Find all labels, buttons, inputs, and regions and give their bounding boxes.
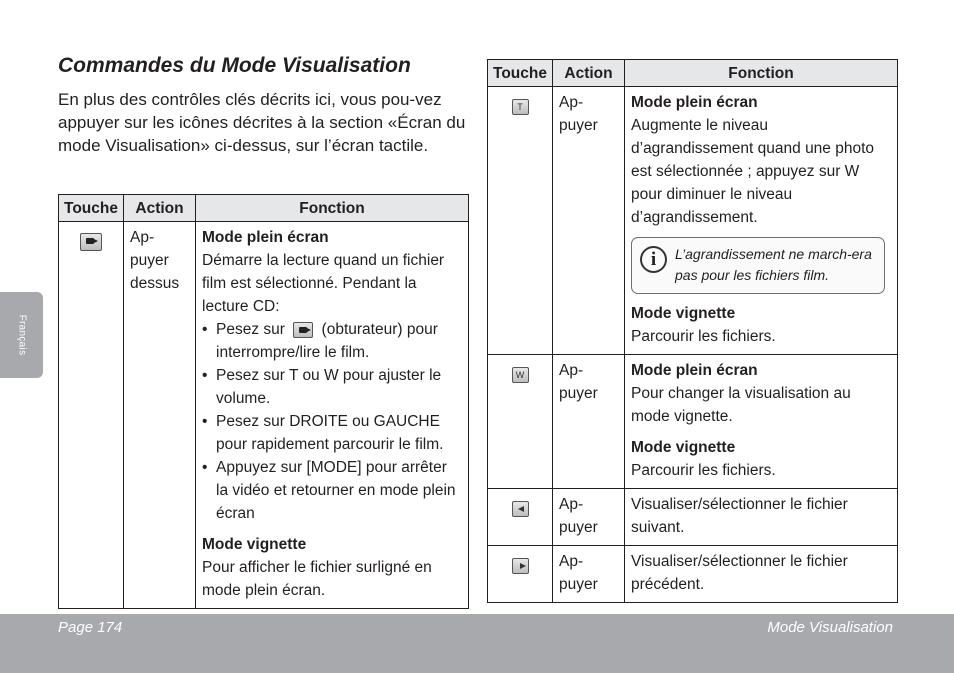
mode-title: Mode plein écran <box>631 362 758 379</box>
page-number: Page 174 <box>58 619 123 636</box>
table-row <box>59 222 469 609</box>
key-letter: T <box>517 101 523 112</box>
key-cell <box>59 222 124 609</box>
function-cell <box>625 87 898 355</box>
key-cell <box>488 489 553 546</box>
function-cell <box>196 222 469 609</box>
list-item <box>202 318 462 364</box>
video-camera-icon <box>293 322 313 338</box>
note-text: L’agrandissement ne march-era pas pour les fichiers film. <box>675 246 872 283</box>
key-cell <box>488 355 553 489</box>
function-cell <box>625 355 898 489</box>
mode-title: Mode plein écran <box>631 94 758 111</box>
page-footer <box>0 614 954 673</box>
function-cell: Visualiser/sélectionner le fichier suivant. <box>625 489 898 546</box>
bullet-text: Pesez sur <box>216 321 285 338</box>
table-row <box>488 489 898 546</box>
w-key-icon <box>512 367 529 383</box>
sub-mode-description: Parcourir les fichiers. <box>631 328 776 345</box>
mode-description: Pour changer la visualisation au mode vignette. <box>631 385 851 425</box>
section-name: Mode Visualisation <box>767 619 893 636</box>
sub-mode-description: Pour afficher le fichier surligné en mode plein écran. <box>202 559 432 599</box>
action-cell: Ap-puyer <box>553 489 625 546</box>
header-fonction: Fonction <box>196 195 469 222</box>
section-heading: Commandes du Mode Visualisation <box>58 54 411 77</box>
key-letter: W <box>515 369 525 380</box>
sub-mode-title: Mode vignette <box>631 305 736 322</box>
key-cell <box>488 546 553 603</box>
left-arrow-icon <box>512 501 529 517</box>
header-touche: Touche <box>59 195 124 222</box>
mode-title: Mode plein écran <box>202 229 329 246</box>
action-cell: Ap-puyer <box>553 87 625 355</box>
right-commands-table <box>487 59 898 603</box>
t-key-icon <box>512 99 529 115</box>
intro-paragraph: En plus des contrôles clés décrits ici, vous pou-vez appuyer sur les icônes décrites à la section «Écran du mode Visualisation» ci-dessus, sur l’écran tactile. <box>58 90 466 155</box>
language-tab <box>0 292 43 378</box>
list-item: • Pesez sur T ou W pour ajuster le volume. <box>202 364 462 410</box>
list-item: • Appuyez sur [MODE] pour arrêter la vidéo et retourner en mode plein écran <box>202 456 462 525</box>
table-row <box>488 546 898 603</box>
mode-description: Démarre la lecture quand un fichier film est sélectionné. Pendant la lecture CD: <box>202 252 445 315</box>
function-cell: Visualiser/sélectionner le fichier précédent. <box>625 546 898 603</box>
language-tab-label: Français <box>16 314 27 356</box>
info-icon: i <box>640 246 667 273</box>
note-box <box>631 237 885 294</box>
sub-mode-title: Mode vignette <box>631 439 736 456</box>
table-row <box>488 87 898 355</box>
key-cell <box>488 87 553 355</box>
table-row <box>488 355 898 489</box>
bullet-list <box>202 318 462 525</box>
sub-mode-title: Mode vignette <box>202 536 307 553</box>
action-cell: Ap-puyer <box>553 546 625 603</box>
right-arrow-icon <box>512 558 529 574</box>
header-action: Action <box>553 60 625 87</box>
bullet-text: (obturateur) pour interrompre/lire le film. <box>216 321 438 361</box>
sub-mode-description: Parcourir les fichiers. <box>631 462 776 479</box>
video-camera-icon <box>80 233 102 251</box>
action-cell: Ap-puyer dessus <box>124 222 196 609</box>
list-item: • Pesez sur DROITE ou GAUCHE pour rapidement parcourir le film. <box>202 410 462 456</box>
header-fonction: Fonction <box>625 60 898 87</box>
action-cell: Ap-puyer <box>553 355 625 489</box>
table-header-row <box>488 60 898 87</box>
header-touche: Touche <box>488 60 553 87</box>
header-action: Action <box>124 195 196 222</box>
mode-description: Augmente le niveau d’agrandissement quand une photo est sélectionnée ; appuyez sur W pour diminuer le niveau d’agrandissement. <box>631 117 875 226</box>
table-header-row <box>59 195 469 222</box>
left-commands-table <box>58 194 469 609</box>
